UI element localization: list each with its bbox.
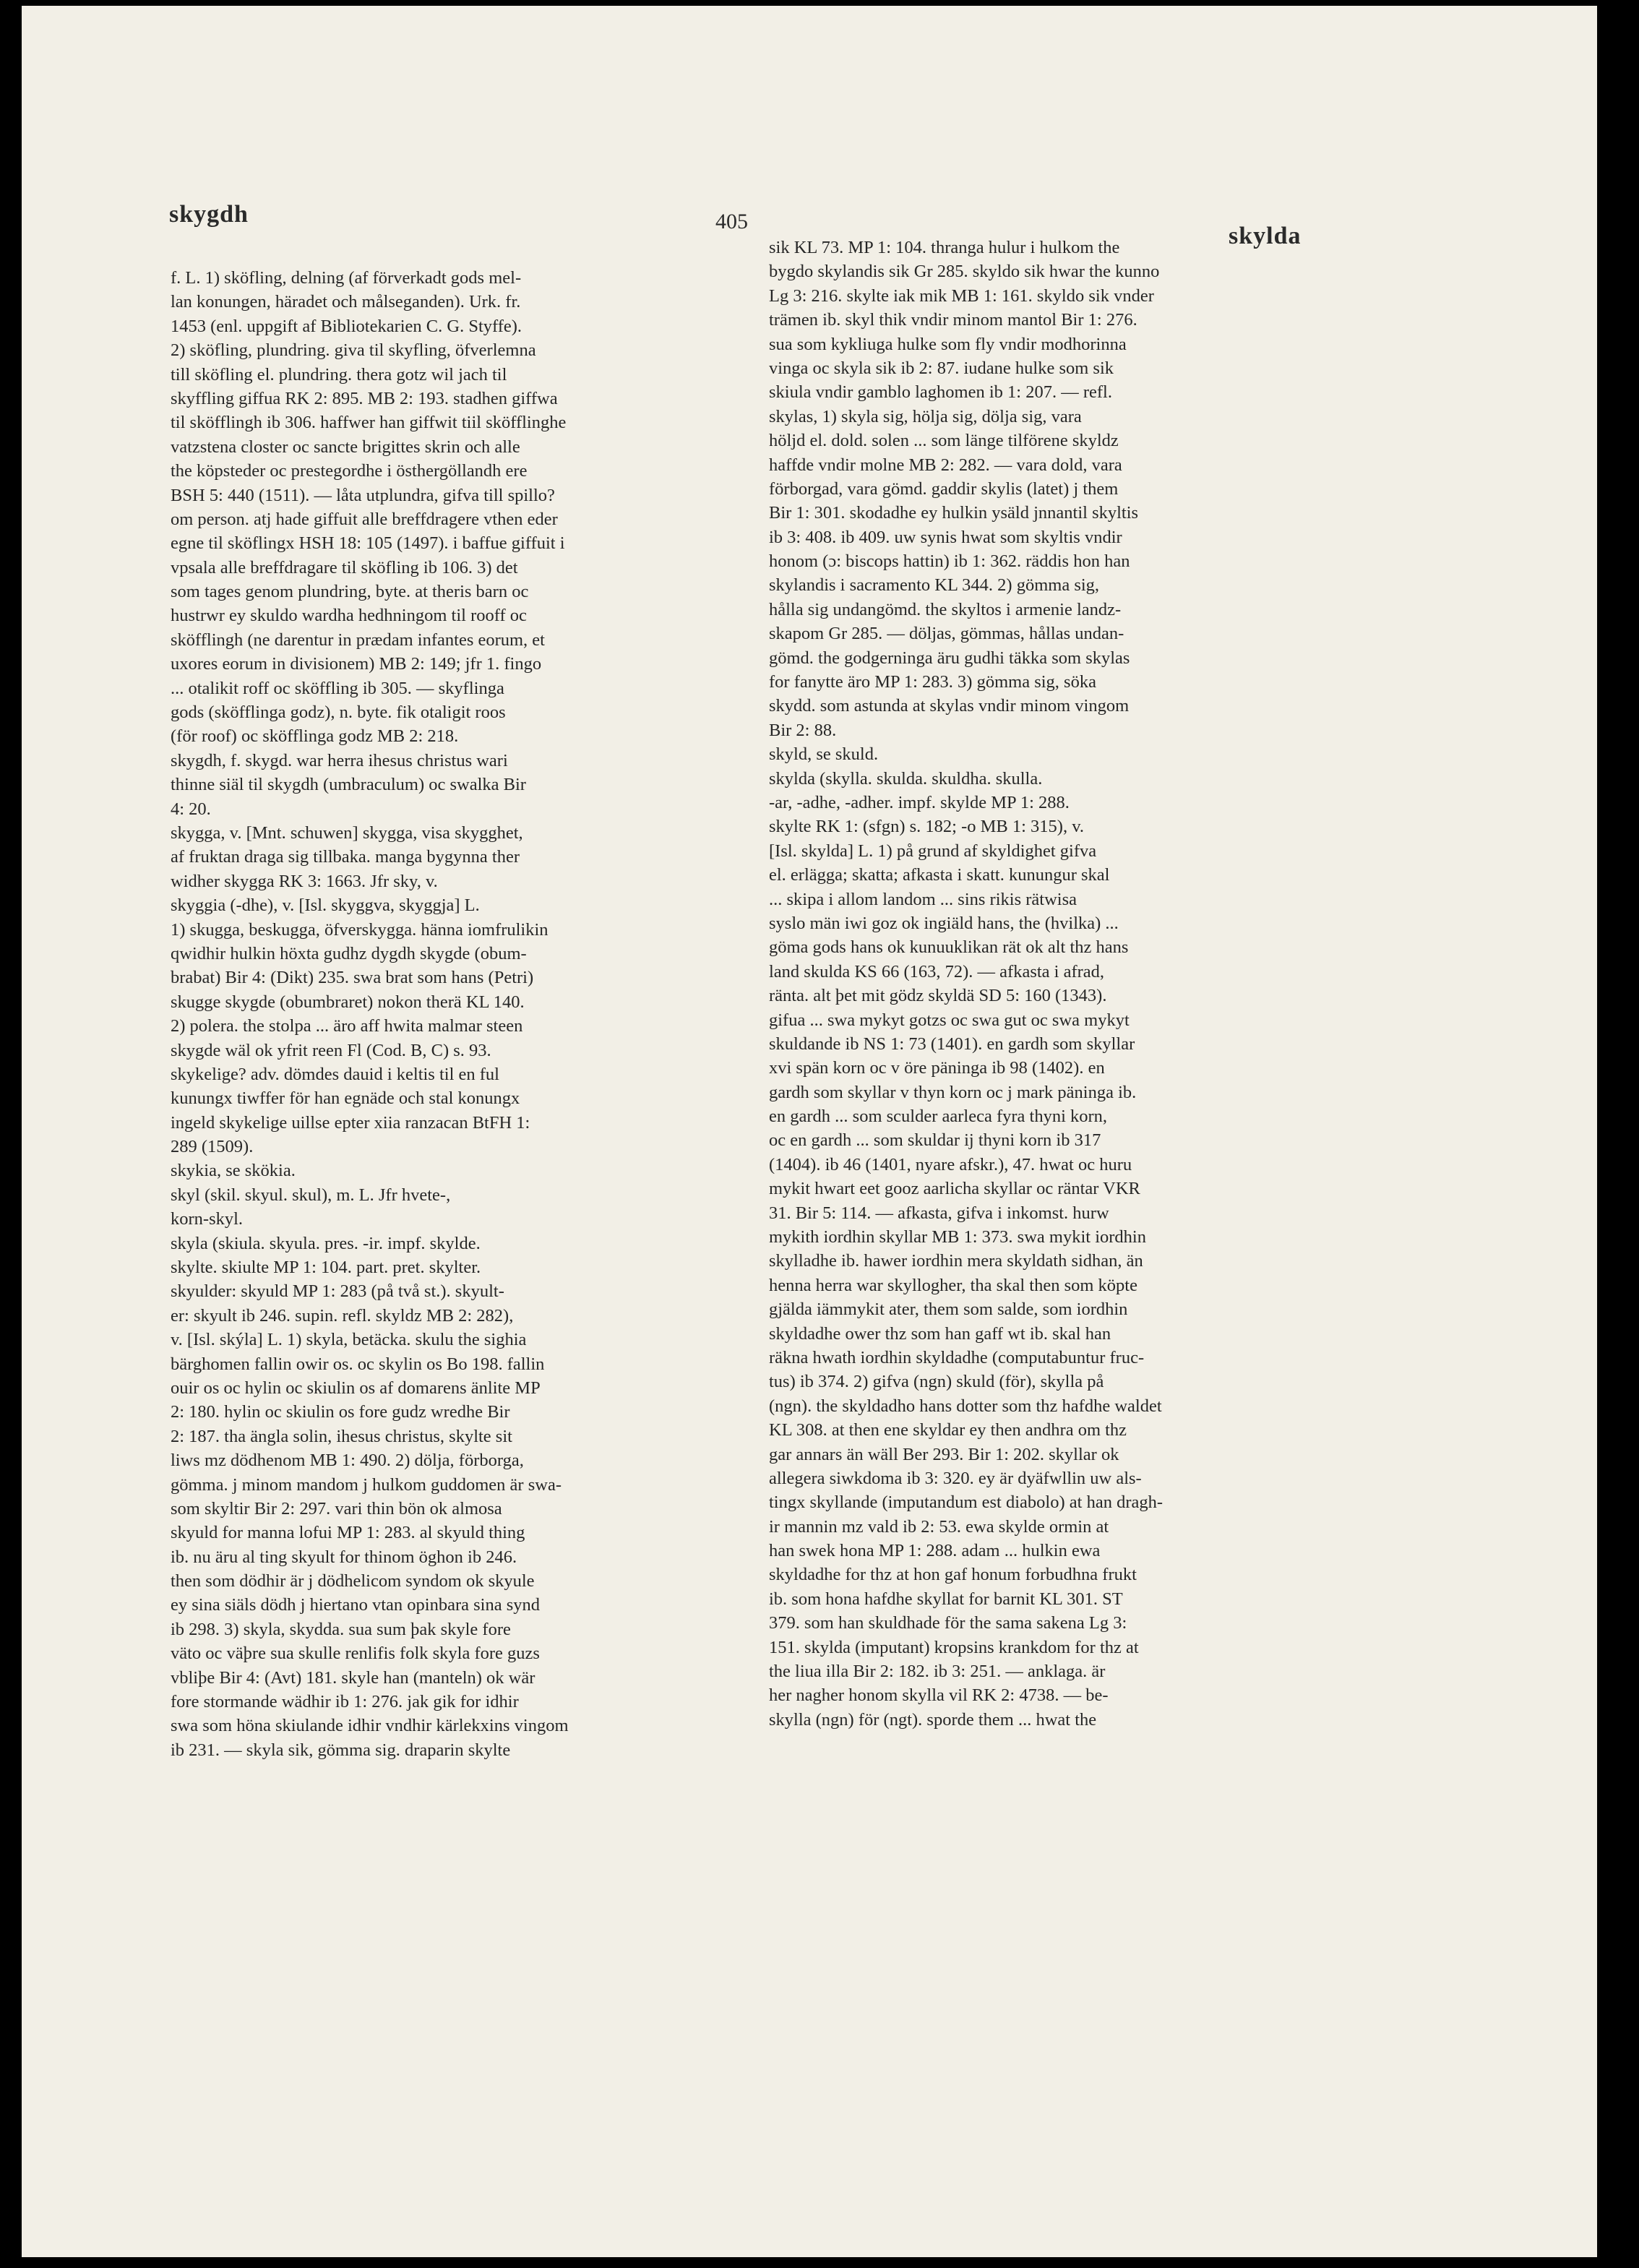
text-line: skylda (skylla. skulda. skuldha. skulla. xyxy=(769,768,1043,789)
text-line: uxores eorum in divisionem) MB 2: 149; jfr 1. fingo xyxy=(171,654,542,674)
text-line: skydd. som astunda at skylas vndir minom vingom xyxy=(769,696,1130,716)
text-line: 2: 180. hylin oc skiulin os fore gudz wredhe Bir xyxy=(171,1402,510,1422)
text-line: Bir 1: 301. skodadhe ey hulkin ysäld jnnantil skyltis xyxy=(769,503,1139,523)
text-line: el. erlägga; skatta; afkasta i skatt. kunungur skal xyxy=(769,865,1110,885)
text-line: som tages genom plundring, byte. at theris barn oc xyxy=(171,582,529,602)
text-line: han swek hona MP 1: 288. adam ... hulkin ewa xyxy=(769,1541,1101,1561)
text-line: ... otalikit roff oc sköffling ib 305. — skyflinga xyxy=(171,678,504,698)
text-line: 1) skugga, beskugga, öfverskygga. hänna iomfrulikin xyxy=(171,919,549,940)
text-line: vatzstena closter oc sancte brigittes skrin och alle xyxy=(171,437,520,457)
text-line: (1404). ib 46 (1401, nyare afskr.), 47. hwat oc huru xyxy=(769,1154,1132,1174)
text-line: henna herra war skyllogher, tha skal then som köpte xyxy=(769,1275,1137,1295)
text-line: hustrwr ey skuldo wardha hedhningom til rooff oc xyxy=(171,606,527,626)
text-line: skapom Gr 285. — döljas, gömmas, hållas undan- xyxy=(769,624,1124,644)
text-line: skiula vndir gamblo laghomen ib 1: 207. — refl. xyxy=(769,382,1112,403)
text-line: allegera siwkdoma ib 3: 320. ey är dyäfwllin uw als- xyxy=(769,1468,1142,1488)
text-line: skylas, 1) skyla sig, hölja sig, dölja sig, vara xyxy=(769,406,1082,426)
text-line: skyld, se skuld. xyxy=(769,744,879,765)
text-line: 379. som han skuldhade för the sama sakena Lg 3: xyxy=(769,1613,1127,1633)
left-column xyxy=(171,266,864,1762)
text-line: till sköfling el. plundring. thera gotz wil jach til xyxy=(171,364,507,385)
text-line: 1453 (enl. uppgift af Bibliotekarien C. G. Styffe). xyxy=(171,316,522,336)
text-line: gifua ... swa mykyt gotzs oc swa gut oc swa mykyt xyxy=(769,1010,1130,1030)
text-line: Bir 2: 88. xyxy=(769,720,837,740)
text-line: af fruktan draga sig tillbaka. manga bygynna ther xyxy=(171,847,520,867)
text-line: skylandis i sacramento KL 344. 2) gömma sig, xyxy=(769,575,1100,596)
text-line: skyldadhe for thz at hon gaf honum forbudhna frukt xyxy=(769,1565,1137,1585)
dictionary-page xyxy=(22,6,1597,2257)
text-line: brabat) Bir 4: (Dikt) 235. swa brat som hans (Petri) xyxy=(171,968,534,988)
text-line: tus) ib 374. 2) gifva (ngn) skuld (för), skylla på xyxy=(769,1372,1104,1392)
text-line: skyla (skiula. skyula. pres. -ir. impf. skylde. xyxy=(171,1233,481,1253)
text-line: korn-skyl. xyxy=(171,1209,244,1229)
text-line: skyggia (-dhe), v. [Isl. skyggva, skyggja] L. xyxy=(171,895,480,916)
text-line: tingx skyllande (imputandum est diabolo) at han dragh- xyxy=(769,1492,1163,1513)
text-line: fore stormande wädhir ib 1: 276. jak gik for idhir xyxy=(171,1692,519,1712)
text-line: skyl (skil. skyul. skul), m. L. Jfr hvete-, xyxy=(171,1185,451,1205)
text-line: qwidhir hulkin höxta gudhz dygdh skygde (obum- xyxy=(171,943,527,963)
text-line: ingeld skykelige uillse epter xiia ranzacan BtFH 1: xyxy=(171,1112,530,1133)
text-line: syslo män iwi goz ok ingiäld hans, the (hvilka) ... xyxy=(769,913,1119,933)
text-line: ib. nu äru al ting skyult for thinom öghon ib 246. xyxy=(171,1547,517,1567)
text-line: lan konungen, häradet och målseganden). Urk. fr. xyxy=(171,292,521,312)
text-line: ib 298. 3) skyla, skydda. sua sum þak skyle fore xyxy=(171,1619,511,1639)
text-line: for fanytte äro MP 1: 283. 3) gömma sig, söka xyxy=(769,672,1096,692)
text-line: om person. atj hade giffuit alle breffdragere vthen eder xyxy=(171,509,558,529)
text-line: gjälda iämmykit ater, them som salde, som iordhin xyxy=(769,1300,1128,1320)
text-line: KL 308. at then ene skyldar ey then andhra om thz xyxy=(769,1420,1127,1440)
text-line: (för roof) oc sköfflinga godz MB 2: 218. xyxy=(171,726,459,747)
text-line: 151. skylda (imputant) kropsins krankdom for thz at xyxy=(769,1637,1139,1657)
text-line: 4: 20. xyxy=(171,799,211,819)
text-line: skylla (ngn) för (ngt). sporde them ... hwat the xyxy=(769,1709,1097,1730)
text-line: skyulder: skyuld MP 1: 283 (på två st.). skyult- xyxy=(171,1281,504,1302)
running-head-left: skygdh xyxy=(169,201,249,228)
text-line: bygdo skylandis sik Gr 285. skyldo sik hwar the kunno xyxy=(769,262,1160,282)
text-line: [Isl. skylda] L. 1) på grund af skyldighet gifva xyxy=(769,841,1097,861)
text-line: the liua illa Bir 2: 182. ib 3: 251. — anklaga. är xyxy=(769,1662,1106,1682)
text-line: göma gods hans ok kunuuklikan rät ok alt thz hans xyxy=(769,937,1129,958)
running-head-right: skylda xyxy=(1229,223,1302,249)
text-line: mykit hwart eet gooz aarlicha skyllar oc räntar VKR xyxy=(769,1179,1140,1199)
text-line: mykith iordhin skyllar MB 1: 373. swa mykit iordhin xyxy=(769,1227,1146,1247)
text-line: sik KL 73. MP 1: 104. thranga hulur i hulkom the xyxy=(769,238,1120,257)
text-line: honom (ɔ: biscops hattin) ib 1: 362. räddis hon han xyxy=(769,551,1130,572)
text-line: f. L. 1) sköfling, delning (af förverkadt gods mel- xyxy=(171,268,522,288)
text-line: skygga, v. [Mnt. schuwen] skygga, visa skygghet, xyxy=(171,822,523,843)
text-line: 289 (1509). xyxy=(171,1137,254,1157)
text-line: ... skipa i allom landom ... sins rikis rätwisa xyxy=(769,889,1077,909)
text-line: oc en gardh ... som skuldar ij thyni korn ib 317 xyxy=(769,1130,1101,1151)
text-line: som skyltir Bir 2: 297. vari thin bön ok almosa xyxy=(171,1498,502,1519)
text-line: (ngn). the skyldadho hans dotter som thz hafdhe waldet xyxy=(769,1396,1162,1416)
text-line: haffde vndir molne MB 2: 282. — vara dold, vara xyxy=(769,455,1122,475)
text-line: en gardh ... som sculder aarleca fyra thyni korn, xyxy=(769,1107,1108,1127)
text-line: land skulda KS 66 (163, 72). — afkasta i afrad, xyxy=(769,961,1105,981)
text-line: skylte RK 1: (sfgn) s. 182; -o MB 1: 315), v. xyxy=(769,817,1084,837)
text-line: räkna hwath iordhin skyldadhe (computabuntur fruc- xyxy=(769,1347,1145,1367)
text-line: skygdh, f. skygd. war herra ihesus christus wari xyxy=(171,750,508,770)
text-line: her nagher honom skylla vil RK 2: 4738. — be- xyxy=(769,1685,1109,1706)
text-line: the köpsteder oc prestegordhe i östhergöllandh ere xyxy=(171,461,528,481)
text-line: ib. som hona hafdhe skyllat for barnit KL 301. ST xyxy=(769,1589,1123,1609)
text-line: then som dödhir är j dödhelicom syndom ok skyule xyxy=(171,1571,535,1592)
text-line: 31. Bir 5: 114. — afkasta, gifva i inkomst. hurw xyxy=(769,1203,1109,1223)
text-line: trämen ib. skyl thik vndir minom mantol Bir 1: 276. xyxy=(769,310,1137,330)
text-line: liws mz dödhenom MB 1: 490. 2) dölja, förborga, xyxy=(171,1451,524,1471)
text-line: skylladhe ib. hawer iordhin mera skyldath sidhan, än xyxy=(769,1251,1143,1271)
text-line: skygde wäl ok yfrit reen Fl (Cod. B, C) s. 93. xyxy=(171,1040,491,1060)
text-line: skuldande ib NS 1: 73 (1401). en gardh som skyllar xyxy=(769,1034,1135,1054)
text-line: vpsala alle breffdragare til sköfling ib 106. 3) det xyxy=(171,557,518,577)
text-line: skylte. skiulte MP 1: 104. part. pret. skylter. xyxy=(171,1258,481,1278)
text-line: ib 231. — skyla sik, gömma sig. draparin skylte xyxy=(171,1740,511,1760)
text-line: skykelige? adv. dömdes dauid i keltis til en ful xyxy=(171,1064,499,1084)
text-line: ib 3: 408. ib 409. uw synis hwat som skyltis vndir xyxy=(769,527,1122,547)
text-line: widher skygga RK 3: 1663. Jfr sky, v. xyxy=(171,871,438,891)
text-line: er: skyult ib 246. supin. refl. skyldz MB 2: 282), xyxy=(171,1305,514,1326)
text-line: til sköfflingh ib 306. haffwer han giffwit tiil sköfflinghe xyxy=(171,413,567,433)
text-line: gardh som skyllar v thyn korn oc j mark päninga ib. xyxy=(769,1082,1137,1102)
text-line: skykia, se skökia. xyxy=(171,1161,296,1181)
text-line: gods (sköfflinga godz), n. byte. fik otaligit roos xyxy=(171,703,506,723)
text-line: bärghomen fallin owir os. oc skylin os Bo 198. fallin xyxy=(171,1354,545,1374)
page-number: 405 xyxy=(715,210,748,233)
text-line: skugge skygde (obumbraret) nokon therä KL 140. xyxy=(171,992,525,1012)
text-line: väto oc väþre sua skulle renlifis folk skyla fore guzs xyxy=(171,1644,540,1664)
text-line: ir mannin mz vald ib 2: 53. ewa skylde ormin at xyxy=(769,1516,1109,1537)
text-line: kunungx tiwffer för han egnäde och stal konungx xyxy=(171,1088,520,1109)
text-line: 2) polera. the stolpa ... äro aff hwita malmar steen xyxy=(171,1016,523,1036)
text-line: Lg 3: 216. skylte iak mik MB 1: 161. skyldo sik vnder xyxy=(769,285,1154,306)
text-line: 2: 187. tha ängla solin, ihesus christus, skylte sit xyxy=(171,1426,512,1446)
text-line: vinga oc skyla sik ib 2: 87. iudane hulke som sik xyxy=(769,358,1114,378)
text-line: egne til sköflingx HSH 18: 105 (1497). i baffue giffuit i xyxy=(171,533,565,554)
text-line: v. [Isl. skýla] L. 1) skyla, betäcka. skulu the sighia xyxy=(171,1330,527,1350)
text-line: BSH 5: 440 (1511). — låta utplundra, gifva till spillo? xyxy=(171,485,555,505)
text-line: ränta. alt þet mit gödz skyldä SD 5: 160 (1343). xyxy=(769,986,1107,1006)
text-line: 2) sköfling, plundring. giva til skyfling, öfverlemna xyxy=(171,340,536,361)
right-column xyxy=(769,236,1463,1732)
text-line: gömma. j minom mandom j hulkom guddomen är swa- xyxy=(171,1474,562,1495)
text-line: xvi spän korn oc v öre päninga ib 98 (1402). en xyxy=(769,1058,1105,1078)
text-line: sua som kykliuga hulke som fly vndir modhorinna xyxy=(769,334,1127,354)
text-line: skyldadhe ower thz som han gaff wt ib. skal han xyxy=(769,1323,1111,1344)
text-line: ouir os oc hylin oc skiulin os af domarens änlite MP xyxy=(171,1378,541,1398)
text-line: förborgad, vara gömd. gaddir skylis (latet) j them xyxy=(769,478,1119,499)
text-line: gar annars än wäll Ber 293. Bir 1: 202. skyllar ok xyxy=(769,1444,1119,1464)
text-line: skyffling giffua RK 2: 895. MB 2: 193. stadhen giffwa xyxy=(171,388,558,408)
text-line: ey sina siäls dödh j hiertano vtan opinbara sina synd xyxy=(171,1595,540,1615)
text-line: gömd. the godgerninga äru gudhi täkka som skylas xyxy=(769,648,1130,668)
text-line: höljd el. dold. solen ... som länge tilförene skyldz xyxy=(769,431,1119,451)
text-line: skyuld for manna lofui MP 1: 283. al skyuld thing xyxy=(171,1523,525,1543)
text-line: thinne siäl til skygdh (umbraculum) oc swalka Bir xyxy=(171,775,526,795)
text-line: hålla sig undangömd. the skyltos i armenie landz- xyxy=(769,599,1122,619)
text-line: swa som höna skiulande idhir vndhir kärlekxins vingom xyxy=(171,1716,569,1736)
text-line: -ar, -adhe, -adher. impf. skylde MP 1: 288. xyxy=(769,792,1070,812)
text-line: sköfflingh (ne darentur in prædam infantes eorum, et xyxy=(171,630,545,650)
text-line: vbliþe Bir 4: (Avt) 181. skyle han (manteln) ok wär xyxy=(171,1667,535,1688)
